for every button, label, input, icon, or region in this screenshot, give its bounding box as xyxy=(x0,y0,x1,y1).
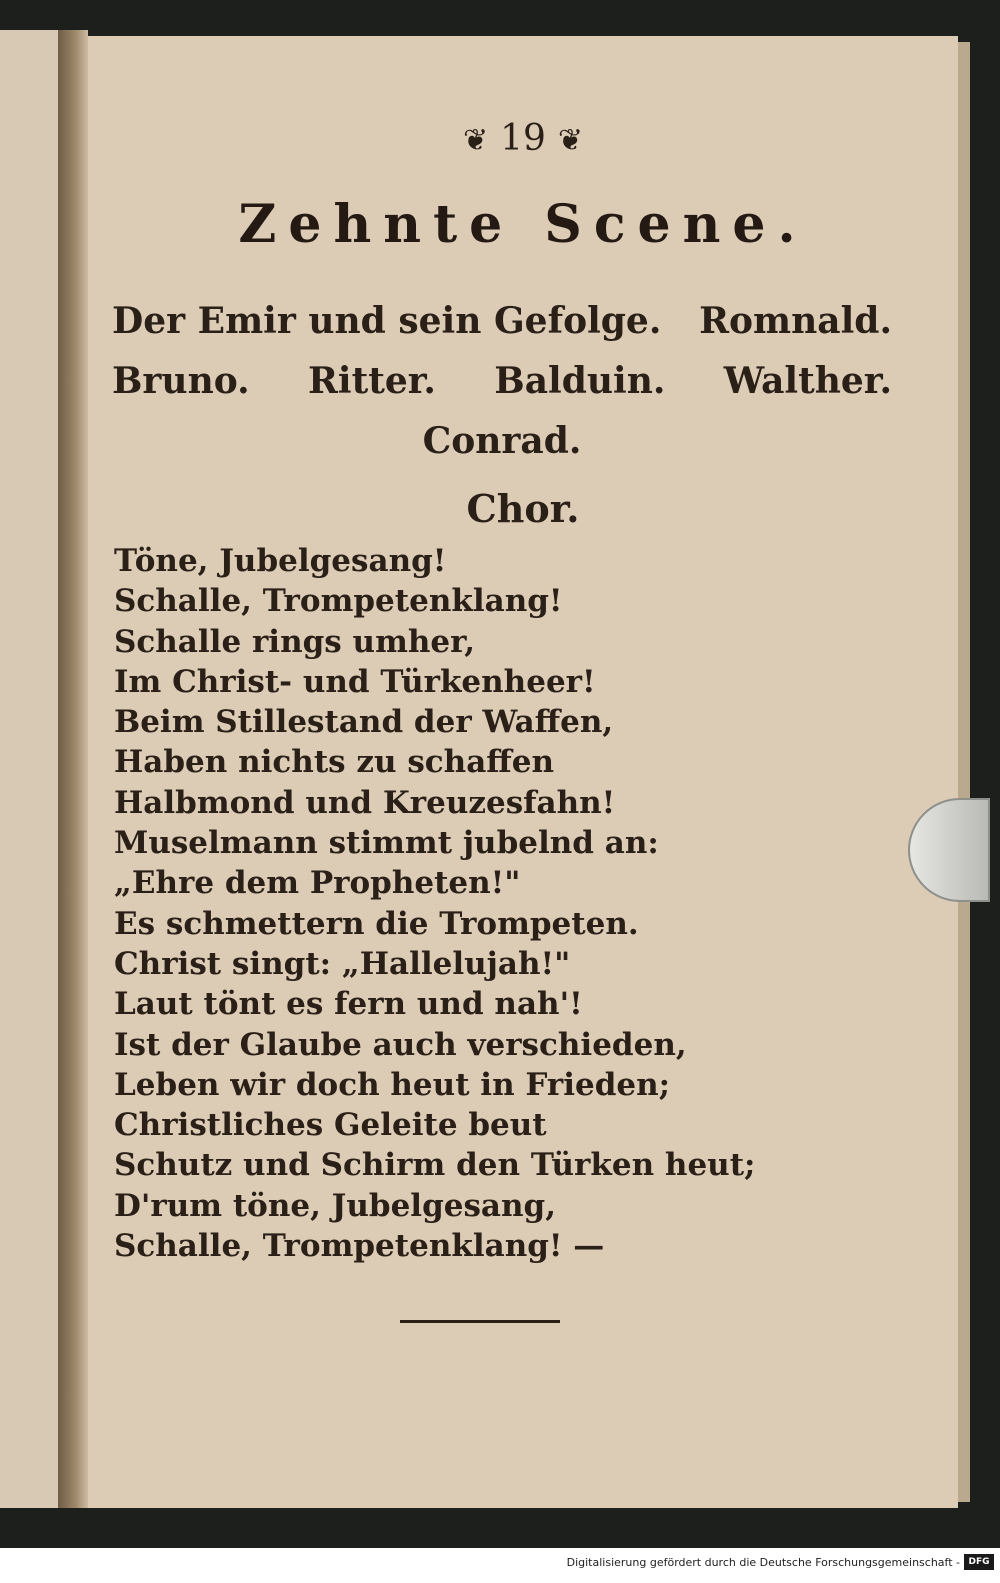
funding-note: Digitalisierung gefördert durch die Deutsche Forschungsgemeinschaft - xyxy=(566,1556,960,1569)
ornament-right-icon: ❦ xyxy=(557,123,584,158)
verse-line: Schalle, Trompetenklang! — xyxy=(114,1228,605,1265)
character-list xyxy=(112,291,892,471)
verse-line: Laut tönt es fern und nah'! xyxy=(114,986,583,1023)
verse-line: Christliches Geleite beut xyxy=(114,1107,547,1144)
chorus-verses xyxy=(114,541,914,1266)
book-gutter xyxy=(58,30,88,1508)
page-number: 19 xyxy=(500,118,546,159)
character-group: Der Emir und sein Gefolge. xyxy=(112,300,662,342)
verse-line: Beim Stillestand der Waffen, xyxy=(114,704,614,741)
left-page-edge xyxy=(0,30,60,1508)
verse-line: D'rum töne, Jubelgesang, xyxy=(114,1187,557,1224)
verse-line: „Ehre dem Propheten!" xyxy=(114,865,521,902)
verse-line: Schutz und Schirm den Türken heut; xyxy=(114,1147,756,1184)
character-name: Conrad. xyxy=(422,420,582,462)
verse-line: Schalle rings umher, xyxy=(114,623,475,660)
character-name: Balduin. xyxy=(494,360,666,402)
page-edge xyxy=(958,42,970,1502)
verse-line: Schalle, Trompetenklang! xyxy=(114,583,563,620)
character-name: Romnald. xyxy=(699,300,892,342)
verse-line: Christ singt: „Hallelujah!" xyxy=(114,945,571,982)
verse-line: Muselmann stimmt jubelnd an: xyxy=(114,825,659,862)
section-divider xyxy=(400,1320,560,1323)
verse-line: Es schmettern die Trompeten. xyxy=(114,905,639,942)
chorus-heading: Chor. xyxy=(466,486,580,531)
verse-line: Haben nichts zu schaffen xyxy=(114,744,554,781)
dfg-logo: DFG xyxy=(964,1554,994,1570)
scene-title: Zehnte Scene. xyxy=(238,194,808,255)
character-line xyxy=(112,411,892,471)
page-number-header xyxy=(88,118,958,159)
book-page xyxy=(88,36,958,1508)
character-name: Bruno. xyxy=(112,360,250,402)
verse-line: Im Christ- und Türkenheer! xyxy=(114,663,596,700)
verse-line: Ist der Glaube auch verschieden, xyxy=(114,1026,687,1063)
verse-line: Halbmond und Kreuzesfahn! xyxy=(114,784,616,821)
character-name: Ritter. xyxy=(307,360,436,402)
character-line xyxy=(112,351,892,411)
verse-line: Leben wir doch heut in Frieden; xyxy=(114,1066,671,1103)
character-name: Walther. xyxy=(723,360,892,402)
ornament-left-icon: ❦ xyxy=(462,123,489,158)
verse-line: Töne, Jubelgesang! xyxy=(114,543,447,579)
character-line xyxy=(112,291,892,351)
